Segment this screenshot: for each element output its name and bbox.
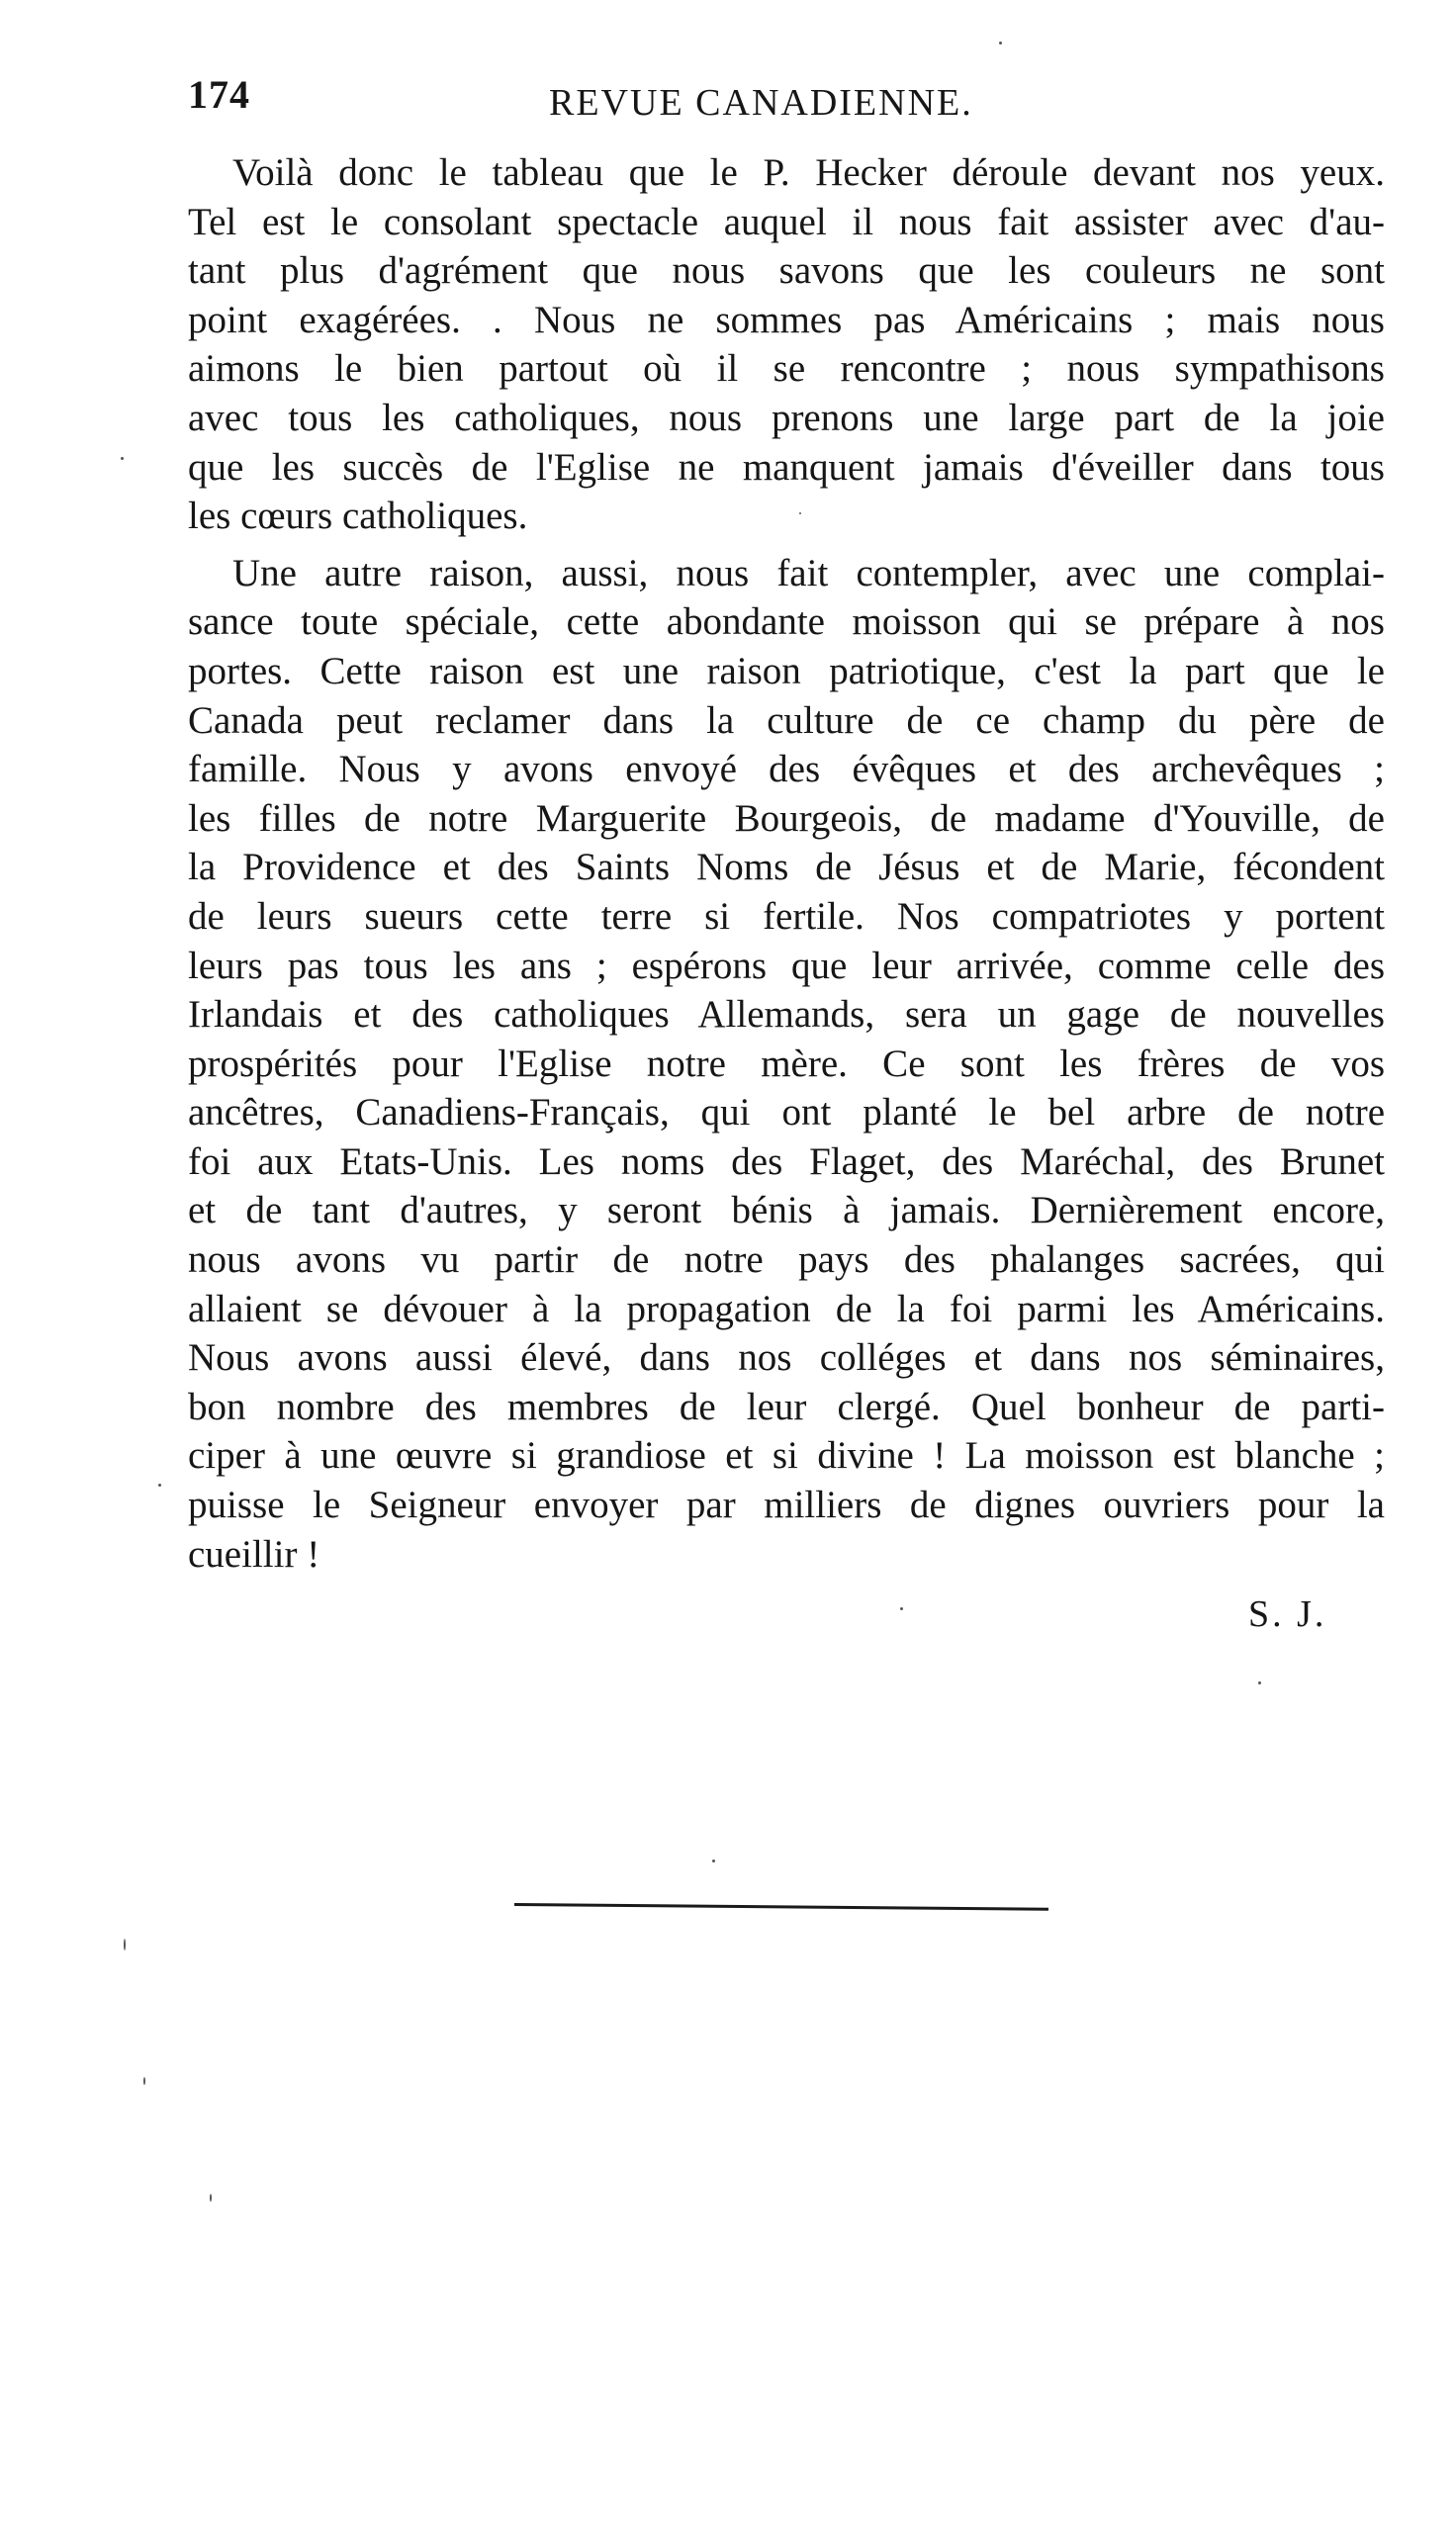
text-line: que les succès de l'Eglise ne manquent jamais d'éveiller dans tous bbox=[188, 445, 1385, 489]
text-line: portes. Cette raison est une raison patriotique, c'est la part que le bbox=[188, 649, 1385, 692]
scan-speck bbox=[210, 2194, 212, 2202]
text-line: tant plus d'agrément que nous savons que les couleurs ne sont bbox=[188, 249, 1385, 293]
scan-speck bbox=[124, 1939, 126, 1950]
section-divider-rule bbox=[514, 1903, 1048, 1911]
text-line: sance toute spéciale, cette abondante moisson qui se prépare à nos bbox=[188, 600, 1385, 644]
scan-speck bbox=[712, 1860, 715, 1862]
text-line: les filles de notre Marguerite Bourgeois, de madame d'Youville, de bbox=[188, 796, 1385, 840]
text-line: Nous avons aussi élevé, dans nos colléges et dans nos séminaires, bbox=[188, 1336, 1385, 1380]
text-line: leurs pas tous les ans ; espérons que leur arrivée, comme celle des bbox=[188, 944, 1385, 987]
scan-speck bbox=[143, 2077, 145, 2085]
paragraph bbox=[188, 549, 1385, 1579]
text-line: Irlandais et des catholiques Allemands, sera un gage de nouvelles bbox=[188, 993, 1385, 1037]
text-line: foi aux Etats-Unis. Les noms des Flaget, des Maréchal, des Brunet bbox=[188, 1139, 1385, 1183]
scan-speck bbox=[900, 1607, 903, 1610]
author-signature: S. J. bbox=[1248, 1593, 1327, 1635]
text-line: de leurs sueurs cette terre si fertile. Nos compatriotes y portent bbox=[188, 894, 1385, 938]
article-body bbox=[188, 148, 1385, 1579]
text-line: puisse le Seigneur envoyer par milliers de dignes ouvriers pour la bbox=[188, 1484, 1385, 1527]
text-line: avec tous les catholiques, nous prenons une large part de la joie bbox=[188, 396, 1385, 439]
text-line: point exagérées. . Nous ne sommes pas Américains ; mais nous bbox=[188, 298, 1385, 341]
text-line: nous avons vu partir de notre pays des phalanges sacrées, qui bbox=[188, 1238, 1385, 1282]
paragraph-gap bbox=[188, 541, 1385, 549]
text-line: prospérités pour l'Eglise notre mère. Ce sont les frères de vos bbox=[188, 1042, 1385, 1085]
scan-speck bbox=[158, 1484, 161, 1487]
text-line: aimons le bien partout où il se rencontre ; nous sympathisons bbox=[188, 347, 1385, 391]
text-line: cueillir ! bbox=[188, 1532, 320, 1576]
running-title: REVUE CANADIENNE. bbox=[549, 82, 973, 124]
text-line: ciper à une œuvre si grandiose et si divine ! La moisson est blanche ; bbox=[188, 1434, 1385, 1478]
page-header bbox=[188, 71, 1385, 131]
text-line: Tel est le consolant spectacle auquel il nous fait assister avec d'au- bbox=[188, 200, 1385, 243]
text-line: ancêtres, Canadiens-Français, qui ont planté le bel arbre de notre bbox=[188, 1091, 1385, 1134]
text-line: Canada peut reclamer dans la culture de ce champ du père de bbox=[188, 698, 1385, 742]
paragraph bbox=[188, 148, 1385, 541]
text-line: Voilà donc le tableau que le P. Hecker déroule devant nos yeux. bbox=[232, 151, 1385, 194]
text-line: bon nombre des membres de leur clergé. Quel bonheur de parti- bbox=[188, 1385, 1385, 1428]
text-line: et de tant d'autres, y seront bénis à jamais. Dernièrement encore, bbox=[188, 1189, 1385, 1232]
scan-speck bbox=[999, 42, 1002, 45]
text-line: Une autre raison, aussi, nous fait contempler, avec une complai- bbox=[232, 551, 1385, 594]
text-line: allaient se dévouer à la propagation de la foi parmi les Américains. bbox=[188, 1287, 1385, 1330]
scan-speck bbox=[799, 512, 801, 514]
text-line: famille. Nous y avons envoyé des évêques et des archevêques ; bbox=[188, 748, 1385, 791]
text-line: la Providence et des Saints Noms de Jésus et de Marie, fécondent bbox=[188, 846, 1385, 889]
scan-speck bbox=[121, 457, 124, 460]
scan-speck bbox=[1258, 1681, 1261, 1684]
page-number: 174 bbox=[188, 72, 250, 117]
text-line: les cœurs catholiques. bbox=[188, 495, 528, 538]
